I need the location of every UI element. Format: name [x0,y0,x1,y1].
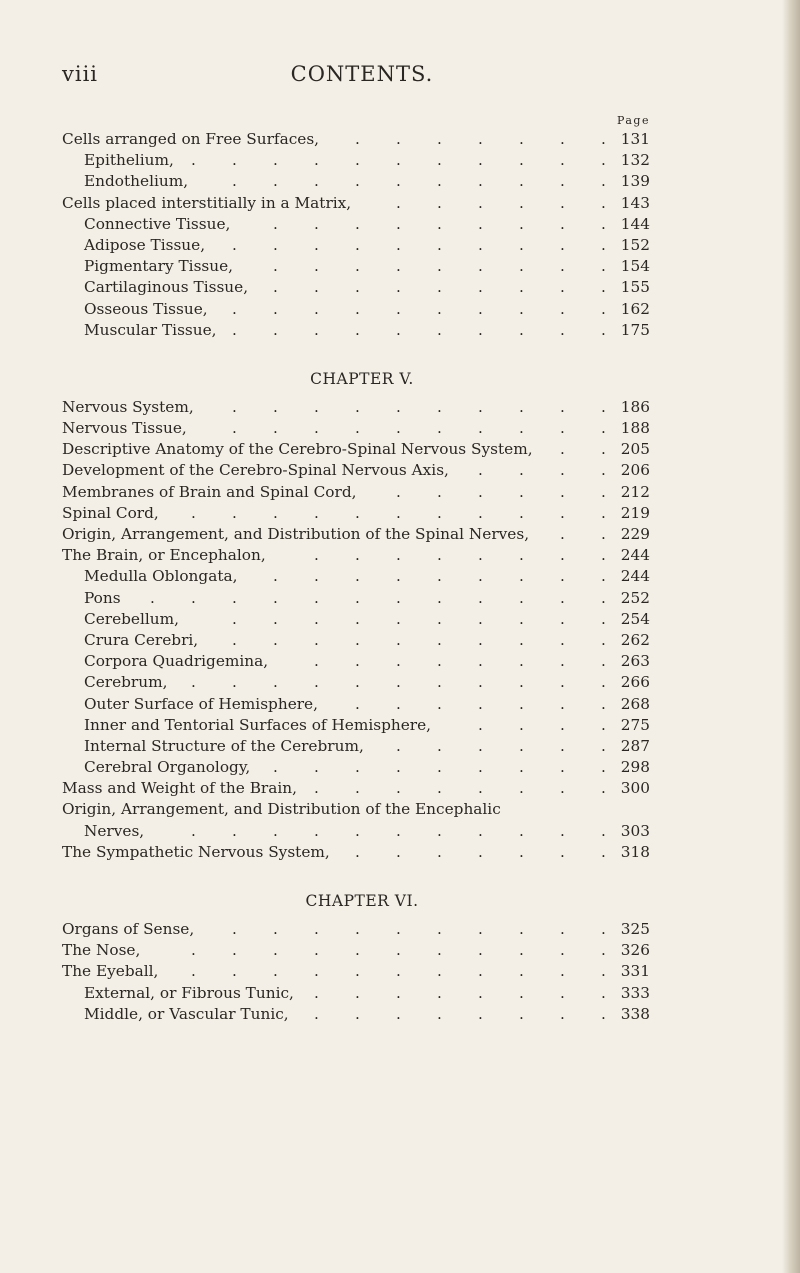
entry-title: Epithelium, [84,151,174,170]
entry-page-number: 219 [620,503,650,522]
entry-title: Crura Cerebri, [84,630,199,649]
entry-page-number: 244 [620,546,650,565]
entry-page-number: 152 [620,235,650,254]
entry-page-number: 229 [620,525,650,543]
toc-entry: Spinal Cord, 219 . . . . . . . . . . . [62,503,662,524]
entry-title: Nervous System, [62,397,194,416]
entry-title: Mass and Weight of the Brain, [62,779,297,798]
toc-entry: The Sympathetic Nervous System, 318 . . . . . . . [62,842,662,863]
page-edge-shadow [782,0,800,1273]
toc-entry: External, or Fibrous Tunic, 333 . . . . . . . . [62,983,662,1004]
toc-entry: Medulla Oblongata, 244 . . . . . . . . . [62,566,662,587]
entry-title: Corpora Quadrigemina, [84,652,269,671]
entry-page-number: 318 [620,842,650,861]
entry-page-number: 143 [620,193,650,212]
toc-entry: Pigmentary Tissue, 154 . . . . . . . . . [62,256,662,277]
entry-page-number: 188 [620,419,650,438]
entry-title: Inner and Tentorial Surfaces of Hemisphere, [84,715,432,734]
entry-title: Muscular Tissue, [84,320,217,339]
entry-title: Cerebral Organology, [84,758,251,777]
entry-title: Adipose Tissue, [84,235,206,254]
toc-entry: Internal Structure of the Cerebrum, 287 . . . . . . [62,736,662,757]
entry-title: Origin, Arrangement, and Distribution of the Spinal Nerves, [62,525,530,543]
toc-entry: Nervous System, 186 . . . . . . . . . . [62,397,662,418]
toc-entry: Organs of Sense, 325 . . . . . . . . . . [62,919,662,940]
toc-entry: Inner and Tentorial Surfaces of Hemisphere, 275 . . . . [62,715,662,736]
page-column-label: Page [616,114,650,127]
chapter-heading: CHAPTER VI. [305,892,419,910]
entry-title: Pons [84,588,121,607]
entry-page-number: 268 [620,694,650,713]
toc-entry: Mass and Weight of the Brain, 300 . . . . . . . . [62,778,662,799]
entry-title: Cells arranged on Free Surfaces, [62,130,320,148]
entry-page-number: 132 [620,151,650,170]
toc-entry: Connective Tissue, 144 . . . . . . . . . [62,214,662,235]
entry-page-number: 154 [620,257,650,276]
toc-entry: The Nose, 326 . . . . . . . . . . . [62,940,662,961]
entry-title: Cells placed interstitially in a Matrix, [62,193,352,212]
entry-page-number: 186 [620,397,650,416]
table-of-contents [62,112,662,1025]
entry-title: Nerves, [84,821,145,840]
running-title: CONTENTS. [290,62,434,86]
toc-entry: Muscular Tissue, 175 . . . . . . . . . . [62,320,662,341]
entry-title: Membranes of Brain and Spinal Cord, [62,482,357,501]
toc-entry: Outer Surface of Hemisphere, 268 . . . . . . . [62,694,662,715]
toc-entry: Cells placed interstitially in a Matrix, 143 . . . . . . [62,193,662,214]
toc-entry: Endothelium, 139 . . . . . . . . . . [62,171,662,192]
entry-page-number: 205 [620,440,650,459]
toc-entry: Nervous Tissue, 188 . . . . . . . . . . [62,418,662,439]
entry-title: The Eyeball, [62,962,159,981]
entry-title: Osseous Tissue, [84,299,208,318]
entry-page-number: 287 [620,736,650,755]
entry-title: Medulla Oblongata, [84,567,238,586]
entry-page-number: 206 [620,461,650,480]
entry-title: Cerebellum, [84,609,179,628]
entry-page-number: 254 [620,609,650,628]
entry-page-number: 139 [620,172,650,191]
entry-title: External, or Fibrous Tunic, [84,983,294,1002]
entry-page-number: 175 [620,320,650,339]
toc-entry: Corpora Quadrigemina, 263 . . . . . . . . [62,651,662,672]
entry-page-number: 333 [620,983,650,1002]
entry-page-number: 162 [620,299,650,318]
toc-entry: Cells arranged on Free Surfaces, 131 . . . . . . . [62,129,662,150]
entry-title: Spinal Cord, [62,503,159,522]
toc-entry: The Brain, or Encephalon, 244 . . . . . . . . [62,545,662,566]
toc-entry: Middle, or Vascular Tunic, 338 . . . . . . . . [62,1004,662,1025]
entry-page-number: 303 [620,821,650,840]
toc-entry: Crura Cerebri, 262 . . . . . . . . . . [62,630,662,651]
folio-number: viii [62,62,99,86]
toc-entry: The Eyeball, 331 . . . . . . . . . . . [62,961,662,982]
toc-entry: Development of the Cerebro-Spinal Nervous Axis, 206 . . . . [62,460,662,481]
entry-page-number: 262 [620,630,650,649]
entry-page-number: 212 [620,482,650,501]
entry-page-number: 252 [620,588,650,607]
page-header [62,62,662,92]
toc-entry: Cerebrum, 266 . . . . . . . . . . . [62,672,662,693]
entry-title: Cerebrum, [84,673,168,692]
toc-entry: Membranes of Brain and Spinal Cord, 212 . . . . . . [62,482,662,503]
entry-title: Pigmentary Tissue, [84,257,234,276]
entry-page-number: 131 [620,130,650,148]
entry-page-number: 244 [620,567,650,586]
entry-title: Endothelium, [84,172,189,191]
entry-title: Outer Surface of Hemisphere, [84,694,318,713]
entry-title: Organs of Sense, [62,920,195,938]
entry-title: Cartilaginous Tissue, [84,278,249,297]
entry-title: The Sympathetic Nervous System, [62,842,330,861]
entry-title: Nervous Tissue, [62,419,187,438]
entry-page-number: 275 [620,715,650,734]
entry-title: Internal Structure of the Cerebrum, [84,736,364,755]
entry-page-number: 300 [620,779,650,798]
toc-entry: Descriptive Anatomy of the Cerebro-Spinal Nervous System, 205 . . [62,439,662,460]
entry-title: Middle, or Vascular Tunic, [84,1004,289,1023]
entry-page-number: 298 [620,758,650,777]
entry-page-number: 266 [620,673,650,692]
entry-title: Development of the Cerebro-Spinal Nervous Axis, [62,461,449,480]
entry-title: The Nose, [62,941,141,960]
entry-title: Descriptive Anatomy of the Cerebro-Spinal Nervous System, [62,440,533,459]
toc-entry: Origin, Arrangement, and Distribution of the Spinal Nerves, 229 . . [62,524,662,545]
toc-entry: Cerebral Organology, 298 . . . . . . . . . [62,757,662,778]
toc-entry [62,799,662,820]
toc-entry: Nerves, 303 . . . . . . . . . . . [62,821,662,842]
toc-entry: Adipose Tissue, 152 . . . . . . . . . . [62,235,662,256]
entry-title: Connective Tissue, [84,214,231,233]
entry-page-number: 263 [620,652,650,671]
toc-entry: Cartilaginous Tissue, 155 . . . . . . . . . [62,277,662,298]
entry-page-number: 326 [620,941,650,960]
chapter-heading: CHAPTER V. [310,369,414,388]
entry-page-number: 325 [620,920,650,938]
toc-entry: Osseous Tissue, 162 . . . . . . . . . . [62,299,662,320]
toc-entry: Cerebellum, 254 . . . . . . . . . . [62,609,662,630]
entry-page-number: 331 [620,962,650,981]
entry-page-number: 144 [620,214,650,233]
entry-title: The Brain, or Encephalon, [62,546,266,565]
entry-page-number: 338 [620,1004,650,1023]
entry-title: Origin, Arrangement, and Distribution of the Encephalic [62,800,501,819]
toc-entry: Epithelium, 132 . . . . . . . . . . . [62,150,662,171]
toc-entry: Pons 252 . . . . . . . . . . . . [62,588,662,609]
entry-page-number: 155 [620,278,650,297]
